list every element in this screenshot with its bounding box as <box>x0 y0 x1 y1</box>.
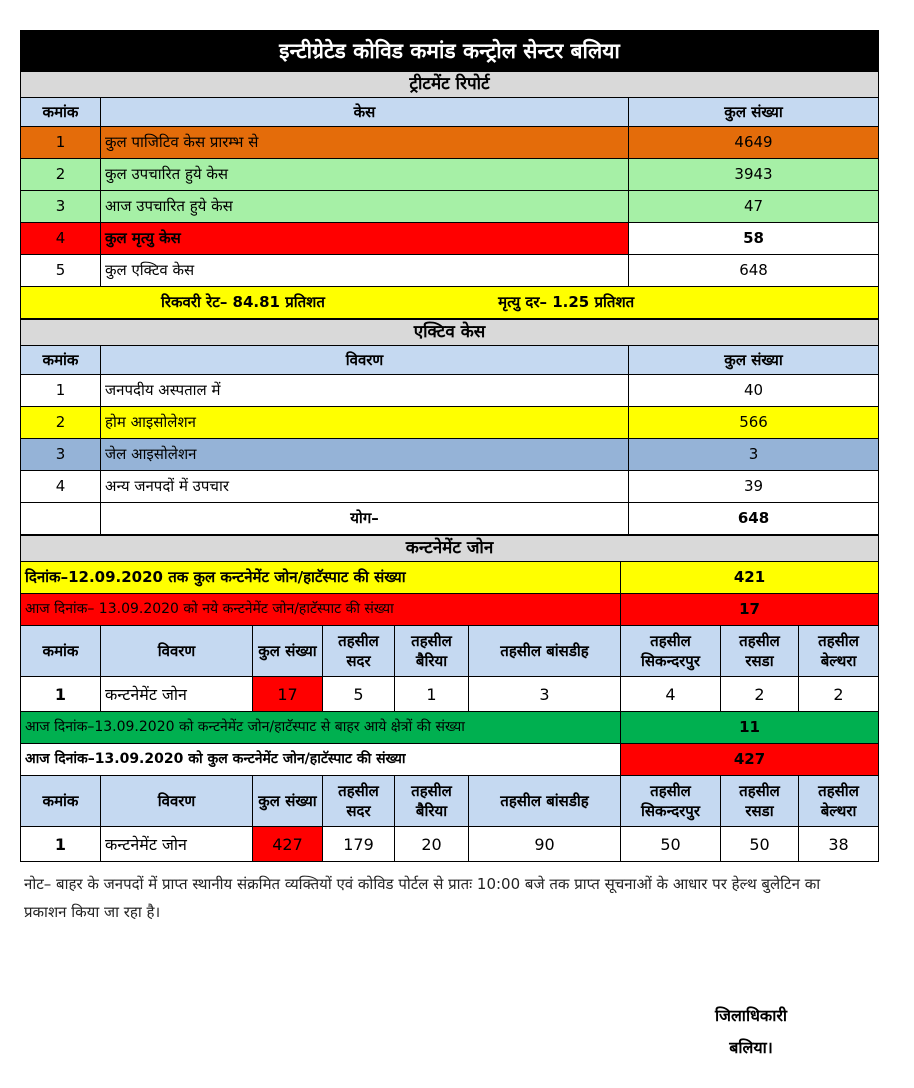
table-row: 5 कुल एक्टिव केस 648 <box>21 255 879 287</box>
table-row: 3 जेल आइसोलेशन 3 <box>21 439 879 471</box>
table-header: कमांक केस कुल संख्या <box>21 98 879 127</box>
active-table <box>20 319 879 535</box>
table-row: 3 आज उपचारित हुये केस 47 <box>21 191 879 223</box>
containment-table <box>20 535 879 862</box>
table-row: 4 अन्य जनपदों में उपचार 39 <box>21 471 879 503</box>
active-heading: एक्टिव केस <box>21 320 879 346</box>
table-row: 1 कन्टनेमेंट जोन 427 179 20 90 50 50 38 <box>21 827 879 862</box>
footnote: नोट– बाहर के जनपदों में प्राप्त स्थानीय संक्रमित व्यक्तियों एवं कोविड पोर्टल से प्रातः 10:00 बजे तक प्राप्त सूचनाओं के आधार पर हेल्थ बुलेटिन का प्रकाशन किया जा रहा है। <box>24 875 821 921</box>
rate-row <box>21 287 879 319</box>
containment-released-row: आज दिनांक–13.09.2020 को कन्टनेमेंट जोन/हाटॅस्पाट से बाहर आये क्षेत्रों की संख्या 11 <box>21 712 879 744</box>
bulletin-sheet <box>20 30 878 926</box>
table-header: कमांक विवरण कुल संख्या तहसील सदर तहसील बैरिया तहसील बांसडीह तहसील सिकन्दरपुर तहसील रसडा तहसील बेल्थरा <box>21 776 879 827</box>
table-row: 2 कुल उपचारित हुये केस 3943 <box>21 159 879 191</box>
table-row: 4 कुल मृत्यु केस 58 <box>21 223 879 255</box>
signatory-title: जिलाधिकारी <box>714 1006 788 1025</box>
containment-heading: कन्टनेमेंट जोन <box>21 536 879 562</box>
table-header: कमांक विवरण कुल संख्या तहसील सदर तहसील बैरिया तहसील बांसडीह तहसील सिकन्दरपुर तहसील रसडा तहसील बेल्थरा <box>21 626 879 677</box>
signature-block <box>696 1000 806 1064</box>
containment-total-prev-row: दिनांक–12.09.2020 तक कुल कन्टनेमेंट जोन/हाटॅस्पाट की संख्या 421 <box>21 562 879 594</box>
treatment-table <box>20 30 879 319</box>
signatory-place: बलिया। <box>729 1038 773 1057</box>
containment-new-row: आज दिनांक– 13.09.2020 को नये कन्टनेमेंट जोन/हाटॅस्पाट की संख्या 17 <box>21 594 879 626</box>
treatment-heading: ट्रीटमेंट रिपोर्ट <box>21 72 879 98</box>
mortality-rate: मृत्यु दर– 1.25 प्रतिशत <box>498 293 635 311</box>
table-row: 1 कुल पाजिटिव केस प्रारम्भ से 4649 <box>21 127 879 159</box>
table-header: कमांक विवरण कुल संख्या <box>21 346 879 375</box>
containment-total-today-row: आज दिनांक–13.09.2020 को कुल कन्टनेमेंट जोन/हाटॅस्पाट की संख्या 427 <box>21 744 879 776</box>
recovery-rate: रिकवरी रेट– 84.81 प्रतिशत <box>161 293 325 311</box>
total-row: योग– 648 <box>21 503 879 535</box>
report-title: इन्टीग्रेटेड कोविड कमांड कन्ट्रोल सेन्टर बलिया <box>21 31 879 72</box>
table-row: 1 जनपदीय अस्पताल में 40 <box>21 375 879 407</box>
table-row: 2 होम आइसोलेशन 566 <box>21 407 879 439</box>
table-row: 1 कन्टनेमेंट जोन 17 5 1 3 4 2 2 <box>21 677 879 712</box>
